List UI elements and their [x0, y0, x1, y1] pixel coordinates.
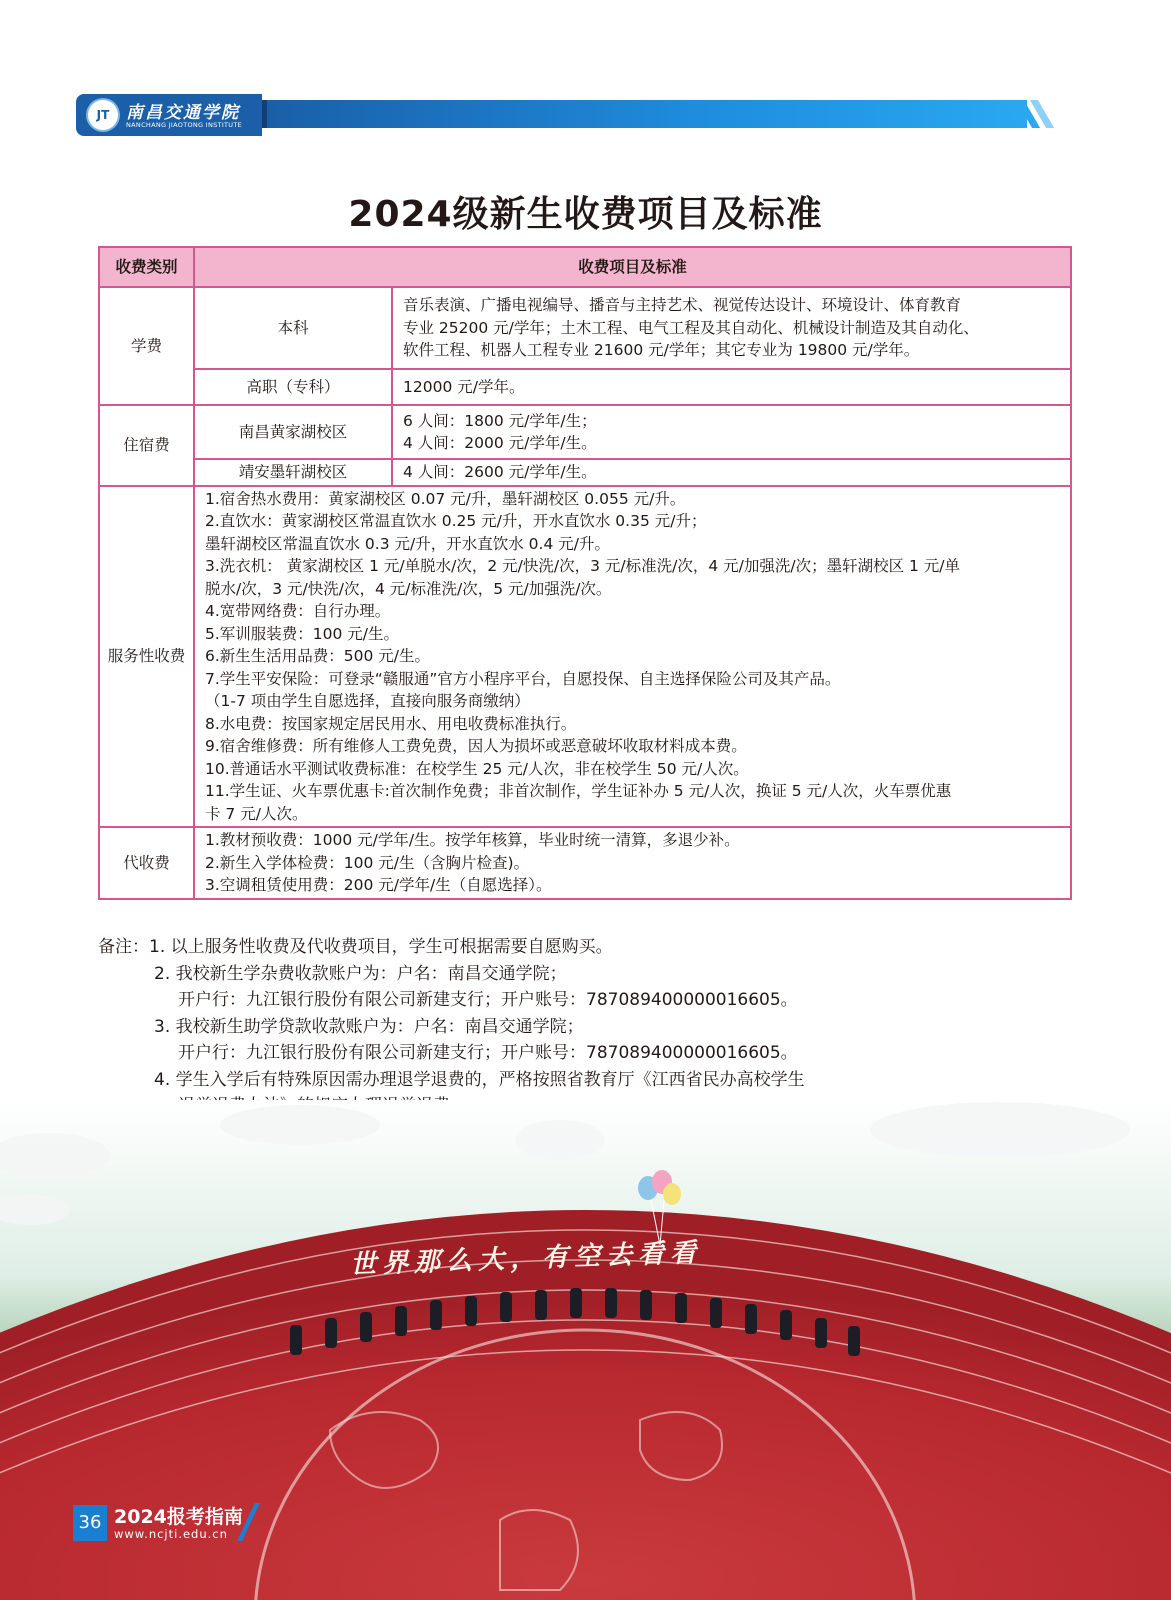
tuition-undergrad-detail	[392, 287, 1071, 369]
header-items: 收费项目及标准	[194, 247, 1071, 287]
tuition-vocational-detail: 12000 元/学年。	[392, 369, 1071, 405]
list-item: 2.新生入学体检费：100 元/生（含胸片检查)。	[205, 853, 530, 872]
school-logo	[76, 94, 262, 136]
tuition-vocational-label: 高职（专科）	[194, 369, 392, 405]
lodging-campus2-detail: 4 人间：2600 元/学年/生。	[392, 459, 1071, 486]
list-item: 11.学生证、火车票优惠卡:首次制作免费；非首次制作，学生证补办 5 元/人次，换证 5 元/人次，火车票优惠	[205, 782, 952, 800]
table-header-row	[99, 247, 1071, 287]
lodging-campus2-label: 靖安墨轩湖校区	[194, 459, 392, 486]
note-item: 3. 我校新生助学贷款收款账户为：户名：南昌交通学院；	[154, 1016, 584, 1037]
category-tuition: 学费	[99, 287, 194, 405]
list-item: 5.军训服装费：100 元/生。	[205, 624, 400, 643]
note-item: 4. 学生入学后有特殊原因需办理退学退费的，严格按照省教育厅《江西省民办高校学生	[154, 1069, 805, 1090]
lodging-campus1-detail	[392, 405, 1071, 459]
website-url: www.ncjti.edu.cn	[114, 1527, 228, 1541]
page-header	[0, 0, 1171, 150]
list-item: 1.宿舍热水费用：黄家湖校区 0.07 元/升，墨轩湖校区 0.055 元/升。	[205, 489, 686, 508]
list-item: 墨轩湖校区常温直饮水 0.3 元/升，开水直饮水 0.4 元/升。	[205, 534, 610, 553]
note-item: 开户行：九江银行股份有限公司新建支行；开户账号：787089400000016605。	[178, 990, 798, 1010]
tuition-undergrad-label: 本科	[194, 287, 392, 369]
page-title: 2024级新生收费项目及标准	[348, 194, 823, 235]
notes-section	[98, 934, 805, 1120]
table-row	[99, 827, 1071, 899]
header-category: 收费类别	[99, 247, 194, 287]
list-item: 脱水/次，3 元/快洗/次，4 元/标准洗/次，5 元/加强洗/次。	[205, 579, 612, 598]
school-name-cn: 南昌交通学院	[126, 103, 240, 123]
list-item: 3.洗衣机： 黄家湖校区 1 元/单脱水/次，2 元/快洗/次，3 元/标准洗/次，4 元/加强洗/次；墨轩湖校区 1 元/单	[205, 557, 961, 575]
table-row	[99, 369, 1071, 405]
detail-line: 6 人间：1800 元/学年/生；	[403, 411, 597, 430]
note-item: 2. 我校新生学杂费收款账户为：户名：南昌交通学院；	[154, 963, 567, 984]
school-emblem-icon: JT	[88, 100, 118, 130]
list-item: 卡 7 元/人次。	[205, 804, 308, 823]
note-item	[98, 934, 805, 961]
list-item: 7.学生平安保险：可登录“赣服通”官方小程序平台，自愿投保、自主选择保险公司及其产品。	[205, 669, 841, 688]
category-agency: 代收费	[99, 827, 194, 899]
guide-title: 2024报考指南	[114, 1506, 243, 1528]
detail-line: 专业 25200 元/学年；土木工程、电气工程及其自动化、机械设计制造及其自动化、	[403, 318, 979, 337]
list-item: 6.新生生活用品费：500 元/生。	[205, 647, 431, 665]
table-row	[99, 287, 1071, 369]
list-item: 4.宽带网络费：自行办理。	[205, 602, 391, 620]
service-items	[194, 486, 1071, 828]
agency-items	[194, 827, 1071, 899]
note-item: 开户行：九江银行股份有限公司新建支行；开户账号：787089400000016605。	[178, 1043, 798, 1063]
category-service: 服务性收费	[99, 486, 194, 828]
list-item: 3.空调租赁使用费：200 元/学年/生（自愿选择）。	[205, 876, 552, 894]
list-item: 8.水电费：按国家规定居民用水、用电收费标准执行。	[205, 714, 577, 733]
page-number: 36	[73, 1505, 107, 1541]
track-slogan: 世界那么大，有空去看看	[349, 1237, 703, 1281]
list-item: 9.宿舍维修费：所有维修人工费免费，因人为损坏或恶意破坏收取材料成本费。	[205, 737, 747, 755]
list-item: （1-7 项由学生自愿选择，直接向服务商缴纳）	[205, 692, 530, 710]
fee-table	[98, 246, 1072, 900]
detail-line: 4 人间：2000 元/学年/生。	[403, 434, 597, 452]
school-name-en: NANCHANG JIAOTONG INSTITUTE	[126, 121, 243, 129]
note-text: 1. 以上服务性收费及代收费项目，学生可根据需要自愿购买。	[149, 937, 613, 957]
category-lodging: 住宿费	[99, 405, 194, 486]
list-item: 2.直饮水：黄家湖校区常温直饮水 0.25 元/升，开水直饮水 0.35 元/升；	[205, 512, 707, 530]
table-row	[99, 405, 1071, 459]
header-bar	[262, 100, 1027, 128]
lodging-campus1-label: 南昌黄家湖校区	[194, 405, 392, 459]
notes-prefix: 备注：	[98, 937, 149, 957]
detail-line: 音乐表演、广播电视编导、播音与主持艺术、视觉传达设计、环境设计、体育教育	[403, 296, 962, 315]
list-item: 1.教材预收费：1000 元/学年/生。按学年核算，毕业时统一清算，多退少补。	[205, 831, 740, 849]
table-row	[99, 459, 1071, 486]
detail-line: 软件工程、机器人工程专业 21600 元/学年；其它专业为 19800 元/学年。	[403, 341, 920, 360]
table-row	[99, 486, 1071, 828]
list-item: 10.普通话水平测试收费标准：在校学生 25 元/人次，非在校学生 50 元/人次。	[205, 759, 749, 778]
